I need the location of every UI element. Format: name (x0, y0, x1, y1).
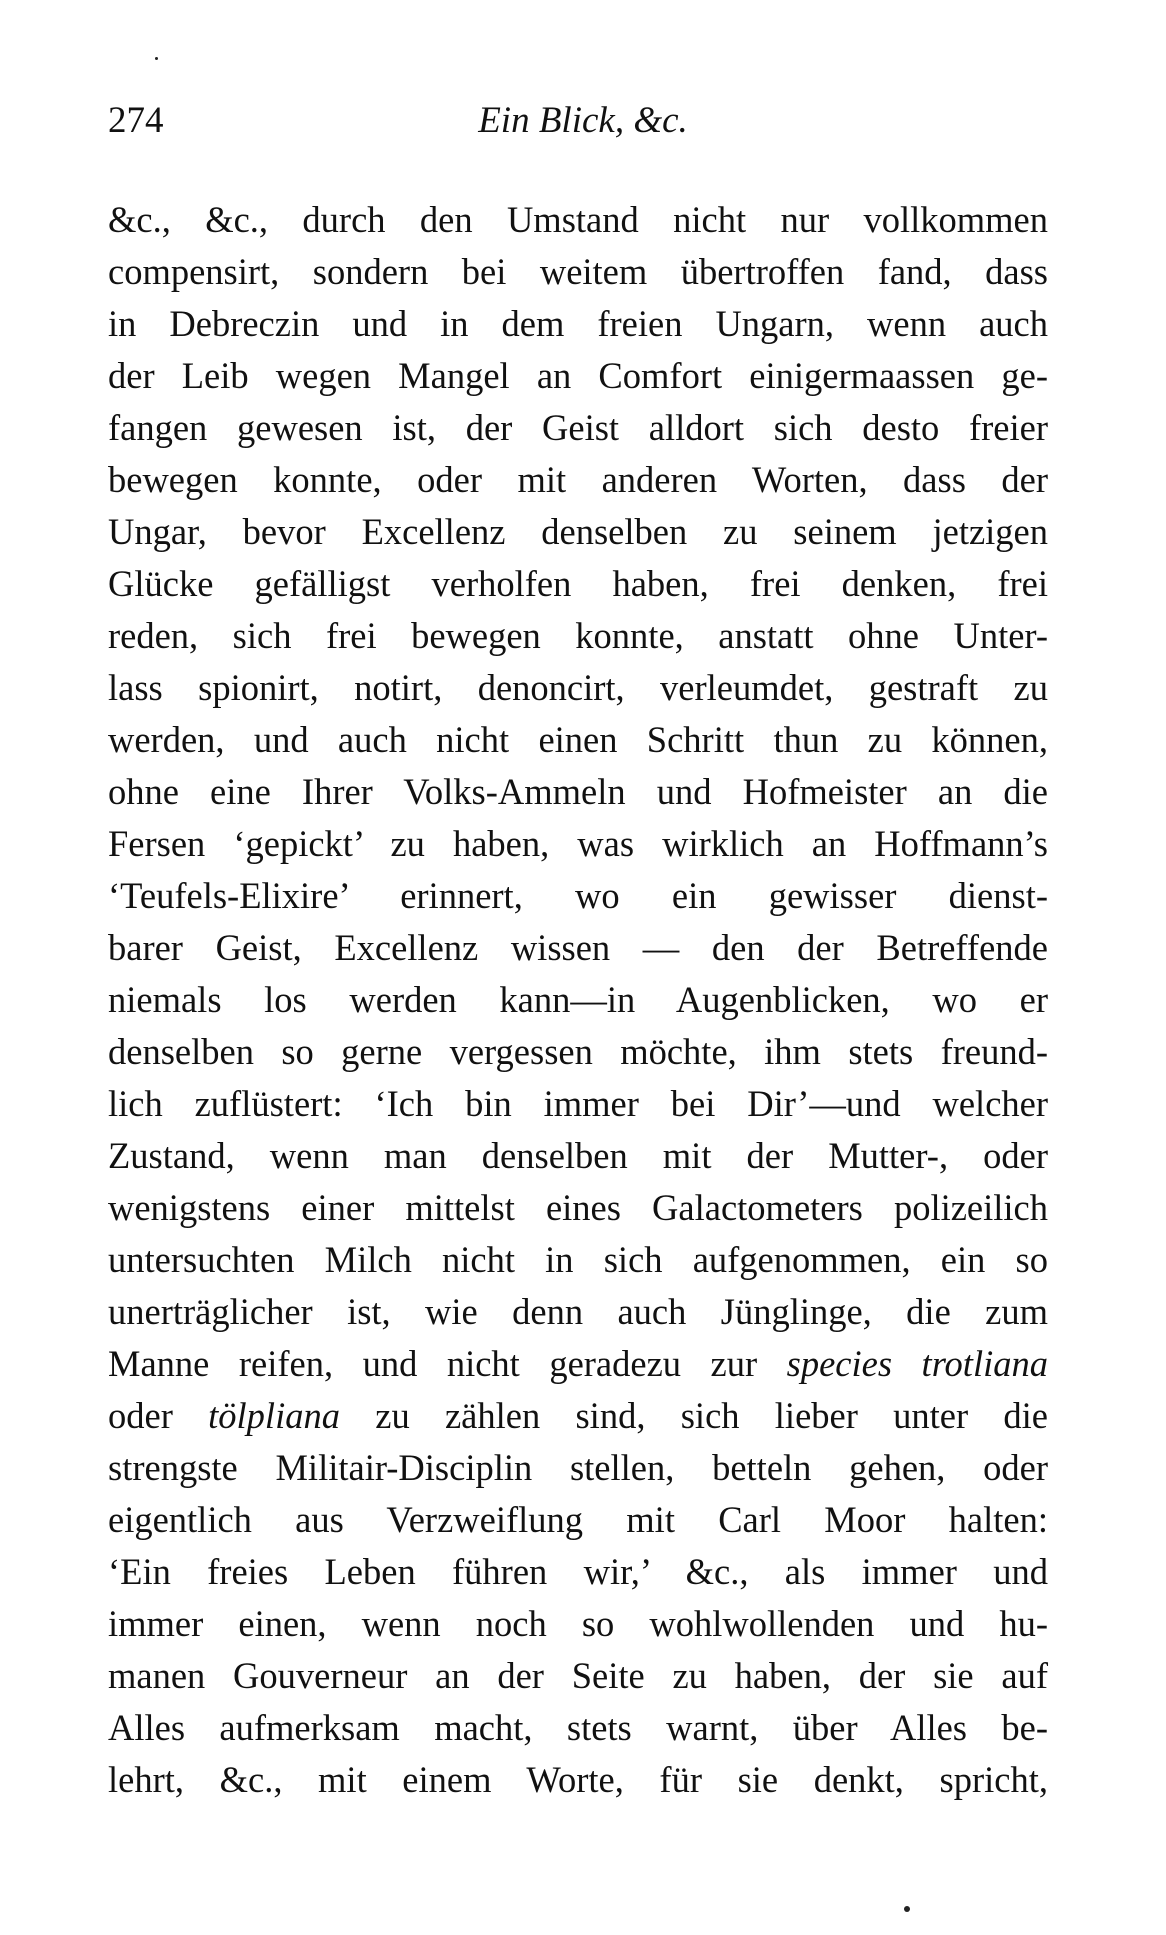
text-line: ‘Ein freies Leben führen wir,’ &c., als immer und (108, 1551, 1048, 1592)
text-line: fangen gewesen ist, der Geist alldort sich desto freier (108, 407, 1048, 448)
text-line: niemals los werden kann—in Augenblicken, wo er (108, 979, 1048, 1020)
text-line: in Debreczin und in dem freien Ungarn, wenn auch (108, 303, 1048, 344)
body-text (108, 194, 1048, 1806)
italic-term: tölpliana (208, 1395, 340, 1436)
italic-term: species trotliana (786, 1343, 1048, 1384)
text-line: ‘Teufels-Elixire’ erinnert, wo ein gewisser dienst- (108, 875, 1048, 916)
running-title: Ein Blick, &c. (478, 100, 688, 141)
text-line: eigentlich aus Verzweiflung mit Carl Moor halten: (108, 1499, 1048, 1540)
text-line: lass spionirt, notirt, denoncirt, verleumdet, gestraft zu (108, 667, 1048, 708)
text-line: der Leib wegen Mangel an Comfort einigermaassen ge- (108, 355, 1048, 396)
text-line: reden, sich frei bewegen konnte, anstatt ohne Unter- (108, 615, 1048, 656)
text-line: unerträglicher ist, wie denn auch Jünglinge, die zum (108, 1291, 1048, 1332)
text-line-with-italic (108, 1390, 1048, 1442)
print-speck (904, 1906, 910, 1912)
print-speck (155, 57, 158, 60)
text-line: denselben so gerne vergessen möchte, ihm stets freund- (108, 1031, 1048, 1072)
text-line: lich zuflüstert: ‘Ich bin immer bei Dir’—und welcher (108, 1083, 1048, 1124)
text-line: Alles aufmerksam macht, stets warnt, über Alles be- (108, 1707, 1048, 1748)
text-line: werden, und auch nicht einen Schritt thun zu können, (108, 719, 1048, 760)
page-number: 274 (108, 100, 164, 141)
text-line: strengste Militair-Disciplin stellen, betteln gehen, oder (108, 1447, 1048, 1488)
text-line: immer einen, wenn noch so wohlwollenden und hu- (108, 1603, 1048, 1644)
text-line: &c., &c., durch den Umstand nicht nur vollkommen (108, 199, 1048, 240)
text-line: compensirt, sondern bei weitem übertroffen fand, dass (108, 251, 1048, 292)
text-line: bewegen konnte, oder mit anderen Worten, dass der (108, 459, 1048, 500)
text-segment: Manne reifen, und nicht geradezu zur (108, 1343, 787, 1384)
text-segment: zu zählen sind, sich lieber unter die (339, 1395, 1049, 1436)
text-line: ohne eine Ihrer Volks-Ammeln und Hofmeister an die (108, 771, 1048, 812)
text-line: Glücke gefälligst verholfen haben, frei denken, frei (108, 563, 1048, 604)
text-line: Ungar, bevor Excellenz denselben zu seinem jetzigen (108, 511, 1048, 552)
text-line: barer Geist, Excellenz wissen — den der Betreffende (108, 927, 1048, 968)
text-line: manen Gouverneur an der Seite zu haben, der sie auf (108, 1655, 1048, 1696)
text-line: Zustand, wenn man denselben mit der Mutter-, oder (108, 1135, 1048, 1176)
text-line: wenigstens einer mittelst eines Galactometers polizeilich (108, 1187, 1048, 1228)
running-head (108, 96, 1058, 146)
text-segment: oder (108, 1395, 209, 1436)
text-line: lehrt, &c., mit einem Worte, für sie denkt, spricht, (108, 1759, 1048, 1800)
text-line: Fersen ‘gepickt’ zu haben, was wirklich an Hoffmann’s (108, 823, 1048, 864)
text-line-with-italic (108, 1338, 1048, 1390)
text-line: untersuchten Milch nicht in sich aufgenommen, ein so (108, 1239, 1048, 1280)
